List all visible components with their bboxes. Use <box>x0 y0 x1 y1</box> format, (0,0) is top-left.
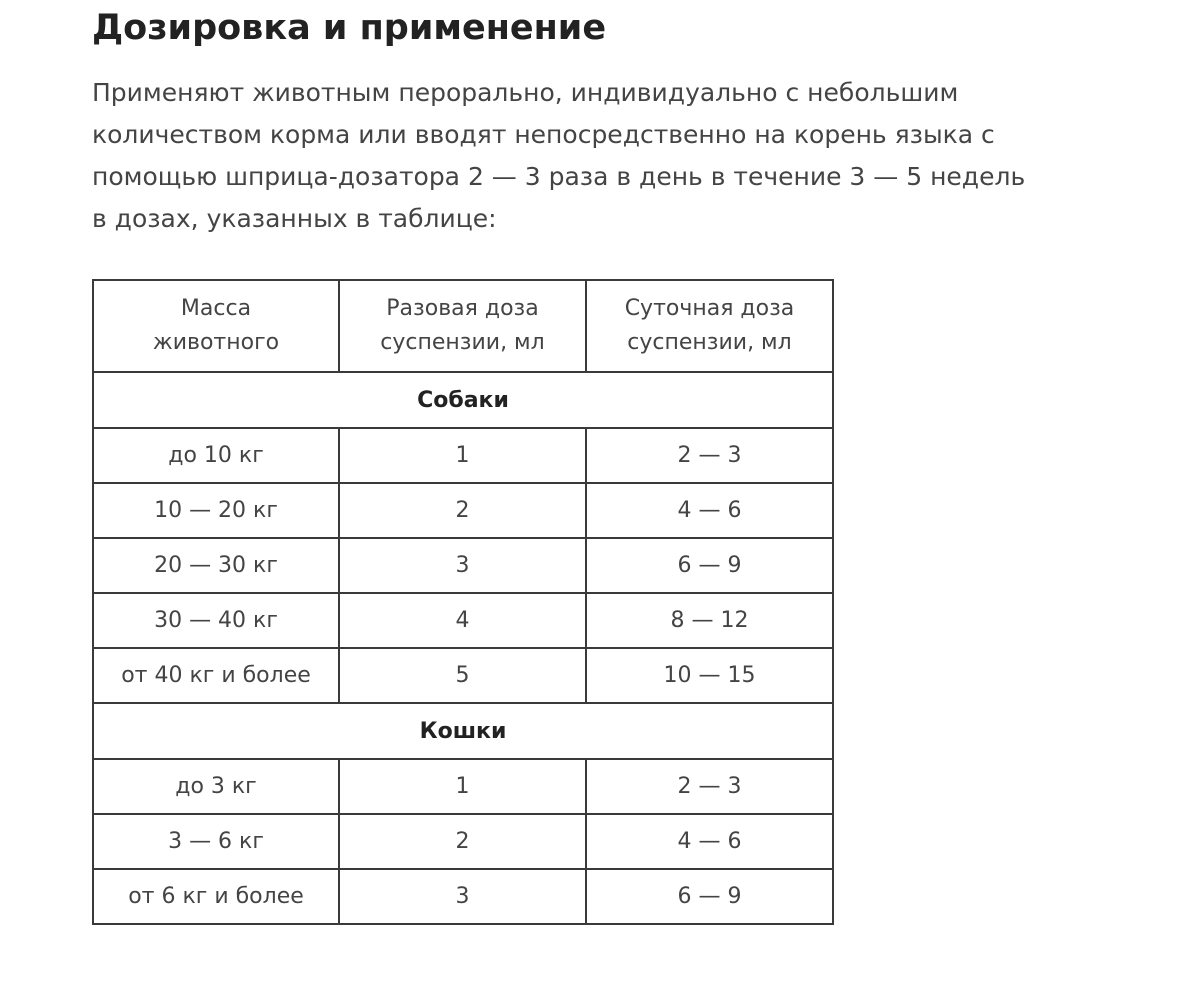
group-row-cats <box>93 703 833 759</box>
header-line: Разовая доза <box>386 296 539 321</box>
cell-single-dose: 2 <box>339 483 586 538</box>
cell-weight: до 3 кг <box>93 759 339 814</box>
cell-daily-dose: 6 — 9 <box>586 869 833 924</box>
header-line: Масса <box>180 296 252 321</box>
table-row <box>93 538 833 593</box>
cell-single-dose: 2 <box>339 814 586 869</box>
group-row-dogs <box>93 372 833 428</box>
cell-weight: 20 — 30 кг <box>93 538 339 593</box>
intro-line: помощью шприца-дозатора 2 — 3 раза в день в течение 3 — 5 недель <box>92 162 1026 191</box>
table-row <box>93 428 833 483</box>
intro-line: Применяют животным перорально, индивидуально с небольшим <box>92 78 959 107</box>
header-single-dose <box>339 280 586 372</box>
table-row <box>93 759 833 814</box>
intro-line: количеством корма или вводят непосредственно на корень языка с <box>92 120 995 149</box>
cell-single-dose: 5 <box>339 648 586 703</box>
table-row <box>93 483 833 538</box>
cell-weight: от 40 кг и более <box>93 648 339 703</box>
cell-daily-dose: 2 — 3 <box>586 759 833 814</box>
group-label: Собаки <box>93 372 833 428</box>
header-line: суспензии, мл <box>380 330 545 355</box>
group-label: Кошки <box>93 703 833 759</box>
cell-weight: 30 — 40 кг <box>93 593 339 648</box>
cell-daily-dose: 4 — 6 <box>586 814 833 869</box>
dosage-table <box>92 279 834 925</box>
cell-single-dose: 4 <box>339 593 586 648</box>
cell-daily-dose: 6 — 9 <box>586 538 833 593</box>
cell-weight: от 6 кг и более <box>93 869 339 924</box>
header-animal-weight <box>93 280 339 372</box>
header-line: Суточная доза <box>624 296 795 321</box>
cell-single-dose: 3 <box>339 869 586 924</box>
intro-paragraph <box>92 72 1152 240</box>
cell-daily-dose: 2 — 3 <box>586 428 833 483</box>
cell-daily-dose: 4 — 6 <box>586 483 833 538</box>
cell-weight: 3 — 6 кг <box>93 814 339 869</box>
cell-daily-dose: 8 — 12 <box>586 593 833 648</box>
cell-single-dose: 3 <box>339 538 586 593</box>
cell-weight: до 10 кг <box>93 428 339 483</box>
table-row <box>93 814 833 869</box>
intro-line: в дозах, указанных в таблице: <box>92 204 497 233</box>
section-title: Дозировка и применение <box>92 8 607 48</box>
cell-weight: 10 — 20 кг <box>93 483 339 538</box>
table-row <box>93 648 833 703</box>
header-daily-dose <box>586 280 833 372</box>
table-header-row <box>93 280 833 372</box>
header-line: животного <box>152 330 280 355</box>
cell-daily-dose: 10 — 15 <box>586 648 833 703</box>
cell-single-dose: 1 <box>339 759 586 814</box>
cell-single-dose: 1 <box>339 428 586 483</box>
header-line: суспензии, мл <box>627 330 792 355</box>
table-row <box>93 869 833 924</box>
table-row <box>93 593 833 648</box>
